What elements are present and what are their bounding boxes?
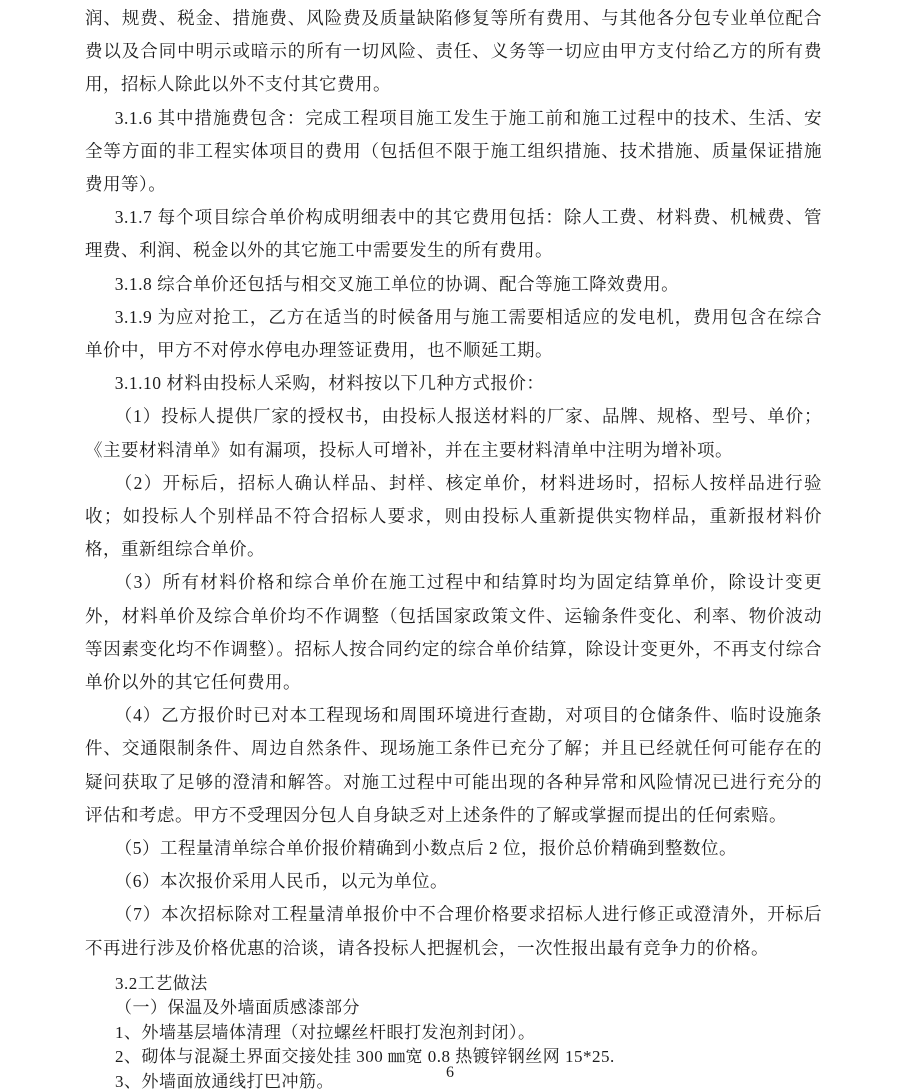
paragraph-3-1-8: 3.1.8 综合单价还包括与相交叉施工单位的协调、配合等施工降效费用。 [114, 273, 680, 294]
paragraph-3-1-6: 3.1.6 其中措施费包含：完成工程项目施工发生于施工前和施工过程中的技术、生活、安全等方面的非工程实体项目的费用（包括但不限于施工组织措施、技术措施、质量保证措施费用等）。 [85, 107, 822, 195]
paragraph-3-1-10: 3.1.10 材料由投标人采购，材料按以下几种方式报价： [114, 373, 545, 394]
section-heading-3-2: 3.2工艺做法 [115, 973, 208, 993]
process-step-2: 2、砌体与混凝土界面交接处挂 300 ㎜宽 0.8 热镀锌钢丝网 15*25. [115, 1047, 615, 1067]
section-subheading: （一）保温及外墙面质感漆部分 [115, 998, 360, 1018]
paragraph-item-4: （4）乙方报价时已对本工程现场和周围环境进行查勘，对项目的仓储条件、临时设施条件、交通限制条件、周边自然条件、现场施工条件已充分了解；并且已经就任何可能存在的疑问获取了足够的澄清和解答。对施工过程中可能出现的各种异常和风险情况已进行充分的评估和考虑。甲方不受理因分包人自身缺乏对上述条件的了解或掌握而提出的任何索赔。 [85, 705, 822, 825]
paragraph-3-1-7: 3.1.7 每个项目综合单价构成明细表中的其它费用包括：除人工费、材料费、机械费、管理费、利润、税金以外的其它施工中需要发生的所有费用。 [85, 207, 822, 261]
paragraph-item-1: （1）投标人提供厂家的授权书，由投标人报送材料的厂家、品牌、规格、型号、单价；《主要材料清单》如有漏项，投标人可增补，并在主要材料清单中注明为增补项。 [85, 406, 822, 460]
process-step-1: 1、外墙基层墙体清理（对拉螺丝杆眼打发泡剂封闭）。 [115, 1022, 536, 1042]
paragraph-continuation: 润、规费、税金、措施费、风险费及质量缺陷修复等所有费用、与其他各分包专业单位配合费以及合同中明示或暗示的所有一切风险、责任、义务等一切应由甲方支付给乙方的所有费用，招标人除此以外不支付其它费用。 [85, 8, 822, 95]
paragraph-item-3: （3）所有材料价格和综合单价在施工过程中和结算时均为固定结算单价，除设计变更外，材料单价及综合单价均不作调整（包括国家政策文件、运输条件变化、利率、物价波动等因素变化均不作调整）。招标人按合同约定的综合单价结算，除设计变更外，不再支付综合单价以外的其它任何费用。 [85, 572, 822, 693]
process-step-3: 3、外墙面放通线打巴冲筋。 [115, 1071, 334, 1089]
paragraph-item-7: （7）本次招标除对工程量清单报价中不合理价格要求招标人进行修正或澄清外，开标后不再进行涉及价格优惠的洽谈，请各投标人把握机会，一次性报出最有竞争力的价格。 [85, 904, 822, 958]
paragraph-item-5: （5）工程量清单综合单价报价精确到小数点后 2 位，报价总价精确到整数位。 [114, 838, 737, 859]
paragraph-item-6: （6）本次报价采用人民币，以元为单位。 [114, 871, 448, 892]
page-number: 6 [446, 1064, 454, 1081]
paragraph-item-2: （2）开标后，招标人确认样品、封样、核定单价，材料进场时，招标人按样品进行验收；如投标人个别样品不符合招标人要求，则由投标人重新提供实物样品，重新报材料价格，重新组综合单价。 [85, 472, 822, 560]
paragraph-3-1-9: 3.1.9 为应对抢工，乙方在适当的时候备用与施工需要相适应的发电机，费用包含在综合单价中，甲方不对停水停电办理签证费用，也不顺延工期。 [85, 306, 822, 361]
document-body [85, 2, 822, 1089]
